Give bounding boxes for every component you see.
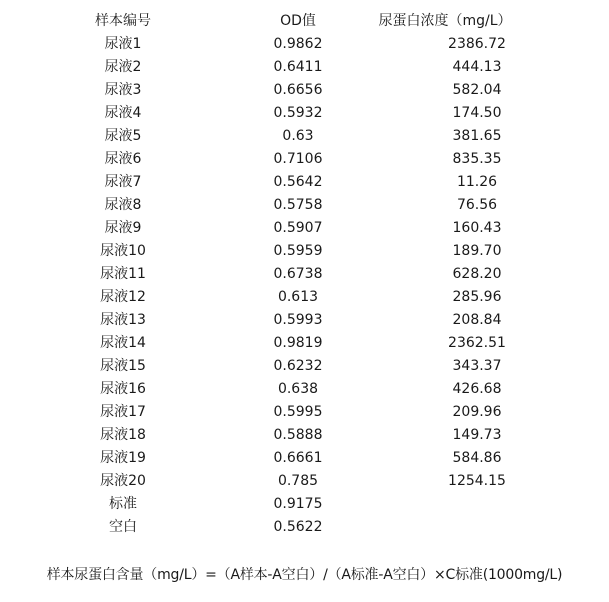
table-row xyxy=(0,332,609,355)
sample-name-cell: 尿液17 xyxy=(100,404,146,420)
table-header-row xyxy=(0,10,609,33)
formula-text: 样本尿蛋白含量（mg/L）=（A样本-A空白）/（A标准-A空白）×C标准(1000mg/L) xyxy=(46,567,563,583)
od-value-cell: 0.638 xyxy=(277,381,319,397)
table-row xyxy=(0,217,609,240)
concentration-cell: 584.86 xyxy=(452,450,502,466)
od-value-cell: 0.5959 xyxy=(273,243,323,259)
od-value-cell: 0.5932 xyxy=(273,105,323,121)
od-value-cell: 0.6656 xyxy=(273,82,323,98)
sample-name-cell: 尿液20 xyxy=(100,473,146,489)
table-row xyxy=(0,378,609,401)
table-row xyxy=(0,309,609,332)
table-body xyxy=(0,33,609,539)
table-row xyxy=(0,516,609,539)
concentration-cell: 174.50 xyxy=(452,105,502,121)
table-row xyxy=(0,493,609,516)
concentration-cell: 149.73 xyxy=(452,427,502,443)
concentration-cell: 628.20 xyxy=(452,266,502,282)
sample-name-cell: 尿液12 xyxy=(100,289,146,305)
od-value-cell: 0.5993 xyxy=(273,312,323,328)
concentration-cell: 343.37 xyxy=(452,358,502,374)
table-row xyxy=(0,447,609,470)
sample-name-cell: 尿液16 xyxy=(100,381,146,397)
table-row xyxy=(0,286,609,309)
sample-name-cell: 尿液4 xyxy=(104,105,142,121)
header-od: OD值 xyxy=(280,13,316,29)
sample-name-cell: 尿液7 xyxy=(104,174,142,190)
sample-name-cell: 尿液19 xyxy=(100,450,146,466)
od-value-cell: 0.5642 xyxy=(273,174,323,190)
sample-name-cell: 尿液18 xyxy=(100,427,146,443)
sample-name-cell: 尿液14 xyxy=(100,335,146,351)
sample-name-cell: 尿液9 xyxy=(104,220,142,236)
sample-name-cell: 尿液13 xyxy=(100,312,146,328)
header-sample-id: 样本编号 xyxy=(95,13,151,29)
table-row xyxy=(0,401,609,424)
od-value-cell: 0.6661 xyxy=(273,450,323,466)
concentration-cell: 11.26 xyxy=(456,174,498,190)
table-row xyxy=(0,102,609,125)
table-row xyxy=(0,194,609,217)
table-row xyxy=(0,125,609,148)
table-row xyxy=(0,171,609,194)
concentration-cell: 1254.15 xyxy=(448,473,506,489)
od-value-cell: 0.5622 xyxy=(273,519,323,535)
od-value-cell: 0.6232 xyxy=(273,358,323,374)
od-value-cell: 0.7106 xyxy=(273,151,323,167)
sample-name-cell: 尿液6 xyxy=(104,151,142,167)
od-value-cell: 0.9862 xyxy=(273,36,323,52)
table-row xyxy=(0,263,609,286)
table-row xyxy=(0,240,609,263)
concentration-cell: 76.56 xyxy=(456,197,498,213)
od-value-cell: 0.785 xyxy=(277,473,319,489)
od-value-cell: 0.6411 xyxy=(273,59,323,75)
table-row xyxy=(0,470,609,493)
concentration-cell: 381.65 xyxy=(452,128,502,144)
od-value-cell: 0.5907 xyxy=(273,220,323,236)
table-row xyxy=(0,33,609,56)
sample-name-cell: 尿液3 xyxy=(104,82,142,98)
sample-name-cell: 尿液11 xyxy=(100,266,146,282)
table-row xyxy=(0,424,609,447)
table-row xyxy=(0,355,609,378)
od-value-cell: 0.5888 xyxy=(273,427,323,443)
od-value-cell: 0.63 xyxy=(282,128,314,144)
concentration-cell: 2362.51 xyxy=(448,335,506,351)
sample-name-cell: 尿液10 xyxy=(100,243,146,259)
od-value-cell: 0.5995 xyxy=(273,404,323,420)
table-row xyxy=(0,148,609,171)
table-row xyxy=(0,79,609,102)
od-value-cell: 0.6738 xyxy=(273,266,323,282)
concentration-cell: 444.13 xyxy=(452,59,502,75)
sample-name-cell: 尿液1 xyxy=(104,36,142,52)
sample-name-cell: 标准 xyxy=(109,496,137,512)
od-value-cell: 0.5758 xyxy=(273,197,323,213)
concentration-cell: 426.68 xyxy=(452,381,502,397)
concentration-cell: 209.96 xyxy=(452,404,502,420)
sample-name-cell: 尿液2 xyxy=(104,59,142,75)
od-value-cell: 0.9175 xyxy=(273,496,323,512)
sample-name-cell: 尿液15 xyxy=(100,358,146,374)
sample-name-cell: 空白 xyxy=(109,519,137,535)
sample-name-cell: 尿液5 xyxy=(104,128,142,144)
concentration-cell: 582.04 xyxy=(452,82,502,98)
data-table xyxy=(0,10,609,539)
concentration-cell: 285.96 xyxy=(452,289,502,305)
concentration-cell: 160.43 xyxy=(452,220,502,236)
sample-name-cell: 尿液8 xyxy=(104,197,142,213)
table-row xyxy=(0,56,609,79)
concentration-cell: 189.70 xyxy=(452,243,502,259)
header-concentration: 尿蛋白浓度（mg/L） xyxy=(378,13,512,29)
concentration-cell: 835.35 xyxy=(452,151,502,167)
concentration-cell: 208.84 xyxy=(452,312,502,328)
od-value-cell: 0.613 xyxy=(277,289,319,305)
od-value-cell: 0.9819 xyxy=(273,335,323,351)
concentration-cell: 2386.72 xyxy=(448,36,506,52)
